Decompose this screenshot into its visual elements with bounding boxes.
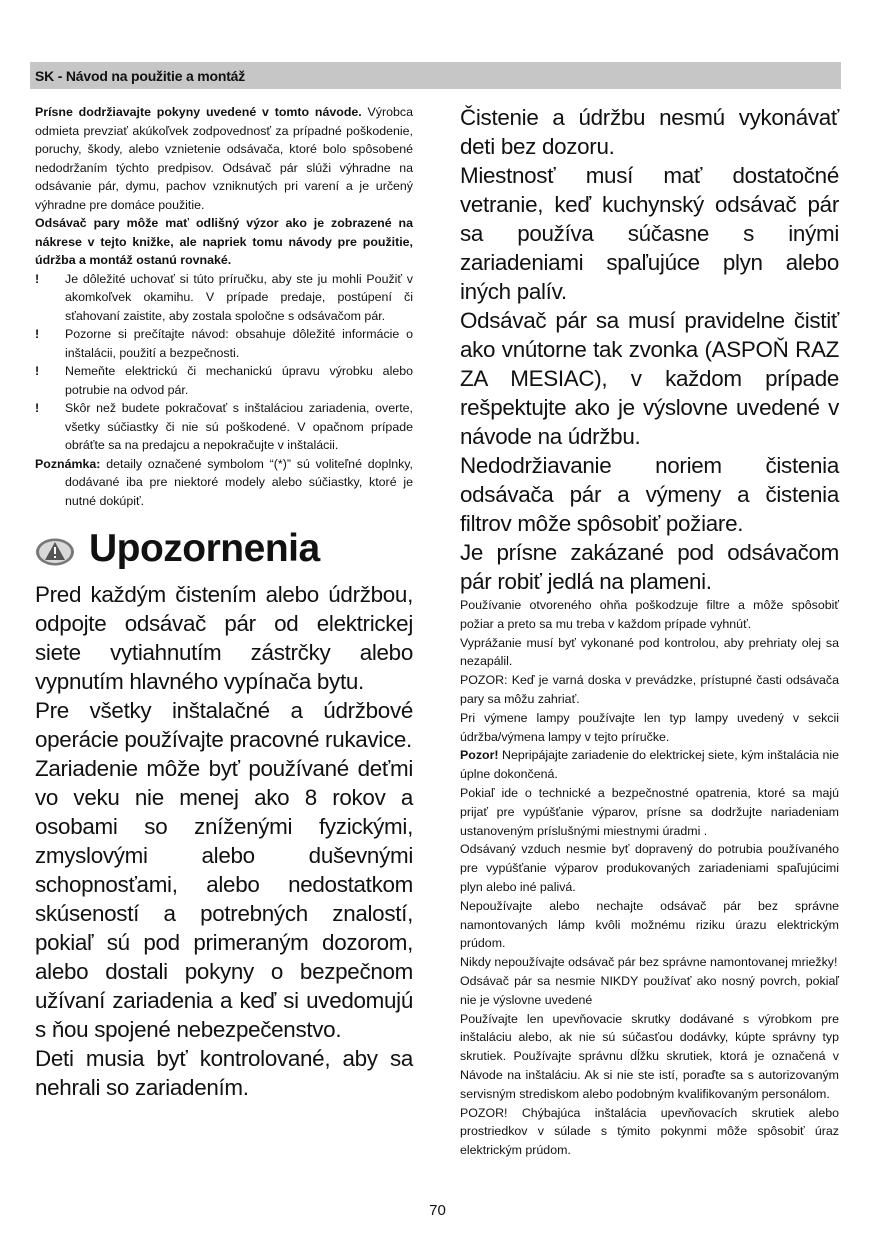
bullet-text: Pozorne si prečítajte návod: obsahuje dôležité informácie o inštalácii, použití a bezpečnosti. bbox=[65, 327, 413, 360]
appearance-bold: Odsávač pary môže mať odlišný výzor ako je zobrazené na nákrese v tejto knižke, ale napriek tomu návody pre použitie, údržba a montáž ostanú rovnaké. bbox=[35, 216, 413, 267]
intro-paragraph bbox=[35, 103, 413, 214]
warnings-heading bbox=[35, 524, 413, 574]
warnings-body bbox=[35, 580, 413, 1102]
left-column bbox=[35, 103, 413, 1102]
warnings-title: Upozornenia bbox=[89, 527, 320, 570]
safety-paragraph: Odsávaný vzduch nesmie byť dopravený do potrubia používaného pre vypúšťanie výparov produkovaných zariadeniami spaľujúcimi plyn alebo iné palivá. bbox=[460, 842, 839, 894]
safety-paragraph: Používanie otvoreného ohňa poškodzuje filtre a môže spôsobiť požiar a preto sa mu treba v každom prípade vyhnúť. bbox=[460, 598, 839, 631]
note-paragraph bbox=[35, 455, 413, 511]
safety-paragraph: Vyprážanie musí byť vykonané pod kontrolou, aby prehriaty olej sa nezapálil. bbox=[460, 635, 839, 669]
safety-paragraph: Pri výmene lampy používajte len typ lampy uvedený v sekcii údržba/výmena lampy v tejto príručke. bbox=[460, 710, 839, 744]
exclamation-icon: ! bbox=[35, 364, 40, 378]
warning-paragraph: Pred každým čistením alebo údržbou, odpojte odsávač pár od elektrickej siete vytiahnutím zástrčky alebo vypnutím hlavného vypínača bytu. bbox=[35, 582, 413, 694]
section-header bbox=[30, 62, 841, 89]
warning-paragraph: Pre všetky inštalačné a údržbové operácie používajte pracovné rukavice. bbox=[35, 698, 413, 752]
page-number: 70 bbox=[429, 1202, 446, 1219]
bullet-item bbox=[35, 362, 413, 399]
note-text: detaily označené symbolom “(*)” sú voliteľné doplnky, dodávané iba pre niektoré modely alebo súčiastky, ktoré je nutné dokúpiť. bbox=[65, 456, 413, 508]
note-label: Poznámka: bbox=[35, 456, 101, 471]
bullet-list bbox=[35, 270, 413, 455]
bullet-text: Nemeňte elektrickú či mechanickú úpravu výrobku alebo potrubie na odvod pár. bbox=[65, 364, 413, 397]
intro-text: Výrobca odmieta prevziať akúkoľvek zodpovednosť za prípadné poškodenie, poruchy, škody, alebo vznietenie odsávača, ktoré bolo spôsobené nedodržaním týchto predpisov. Odsávač pár slúži výhradne na odsávanie pár, dymu, pachov vzniknutých pri varení a je určený výhradne pre domáce použitie. bbox=[35, 105, 413, 212]
warning-icon bbox=[35, 537, 75, 567]
safety-paragraph bbox=[460, 746, 839, 784]
bullet-text: Skôr než budete pokračovať s inštaláciou zariadenia, overte, všetky súčiastky či nie sú poškodené. V opačnom prípade obráťte sa na predajcu a nepokračujte v inštalácii. bbox=[65, 401, 413, 452]
safety-paragraph: Odsávač pár sa nesmie NIKDY používať ako nosný povrch, pokiaľ nie je výslovne uvedené bbox=[460, 973, 839, 1007]
exclamation-icon: ! bbox=[35, 271, 40, 286]
right-column bbox=[460, 103, 839, 1160]
exclamation-icon: ! bbox=[35, 327, 40, 341]
safety-paragraph: POZOR: Keď je varná doska v prevádzke, prístupné časti odsávača pary sa môžu zahriať. bbox=[460, 673, 839, 706]
safety-paragraph: POZOR! Chýbajúca inštalácia upevňovacích skrutiek alebo prostriedkov v súlade s týmito pokynmi môže spôsobiť úraz elektrickým prúdom. bbox=[460, 1105, 839, 1158]
warning-paragraph: Miestnosť musí mať dostatočné vetranie, keď kuchynský odsávač pár sa používa súčasne s inými zariadeniami spaľujúce plyn alebo iných palív. bbox=[460, 163, 839, 304]
bullet-item bbox=[35, 325, 413, 362]
safety-paragraph: Nepoužívajte alebo nechajte odsávač pár bez správne namontovaných lámp kvôli možnému riziku úrazu elektrickým prúdom. bbox=[460, 898, 839, 951]
warning-paragraph: Odsávač pár sa musí pravidelne čistiť ako vnútorne tak zvonka (ASPOŇ RAZ ZA MESIAC), v každom prípade rešpektujte ako je výslovne uvedené v návode na údržbu. bbox=[460, 308, 839, 449]
bullet-text: Je dôležité uchovať si túto príručku, aby ste ju mohli Použiť v akomkoľvek okamihu. V prípade predaje, postúpení či sťahovaní zaistite, aby zostala spoločne s odsávačom pár. bbox=[65, 271, 413, 323]
appearance-note bbox=[35, 214, 413, 270]
safety-paragraph: Pokiaľ ide o technické a bezpečnostné opatrenia, ktoré sa majú prijať pre vypúšťanie výparov, prísne sa dodržujte nariadeniam ustanoveným príslušnými miestnymi úradmi . bbox=[460, 785, 839, 838]
safety-text: Nepripájajte zariadenie do elektrickej siete, kým inštalácia nie úplne dokončená. bbox=[460, 748, 839, 782]
warning-paragraph: Je prísne zakázané pod odsávačom pár robiť jedlá na plameni. bbox=[460, 540, 839, 594]
warning-paragraph: Čistenie a údržbu nesmú vykonávať deti bez dozoru. bbox=[460, 105, 839, 159]
attention-label: Pozor! bbox=[460, 748, 499, 763]
bullet-item bbox=[35, 270, 413, 326]
intro-bold: Prísne dodržiavajte pokyny uvedené v tomto návode. bbox=[35, 105, 362, 119]
safety-paragraph: Nikdy nepoužívajte odsávač pár bez správne namontovanej mriežky! bbox=[460, 955, 838, 970]
warning-paragraph: Zariadenie môže byť používané deťmi vo veku nie menej ako 8 rokov a osobami so zníženými fyzickými, zmyslovými alebo duševnými schopnosťami, alebo nedostatkom skúseností a potrebných znalostí, pokiaľ sú pod primeraným dozorom, alebo dostali pokyny o bezpečnom užívaní zariadenia a keď si uvedomujú s ňou spojené nebezpečenstvo. bbox=[35, 756, 413, 1042]
warning-paragraph: Deti musia byť kontrolované, aby sa nehrali so zariadením. bbox=[35, 1046, 413, 1100]
warning-paragraph: Nedodržiavanie noriem čistenia odsávača pár a výmeny a čistenia filtrov môže spôsobiť požiare. bbox=[460, 453, 839, 536]
bullet-item bbox=[35, 399, 413, 455]
safety-paragraph: Používajte len upevňovacie skrutky dodávané s výrobkom pre inštaláciu alebo, ak nie sú súčasťou dodávky, kúpte správny typ skrutiek. Používajte správnu dĺžku skrutiek, ktorá je označená v Návode na inštaláciu. Ak si nie ste istí, poraďte sa s autorizovaným servisným strediskom alebo podobným kvalifikovaným personálom. bbox=[460, 1011, 839, 1101]
exclamation-icon: ! bbox=[35, 401, 40, 415]
section-header-title: SK - Návod na použitie a montáž bbox=[35, 68, 246, 84]
